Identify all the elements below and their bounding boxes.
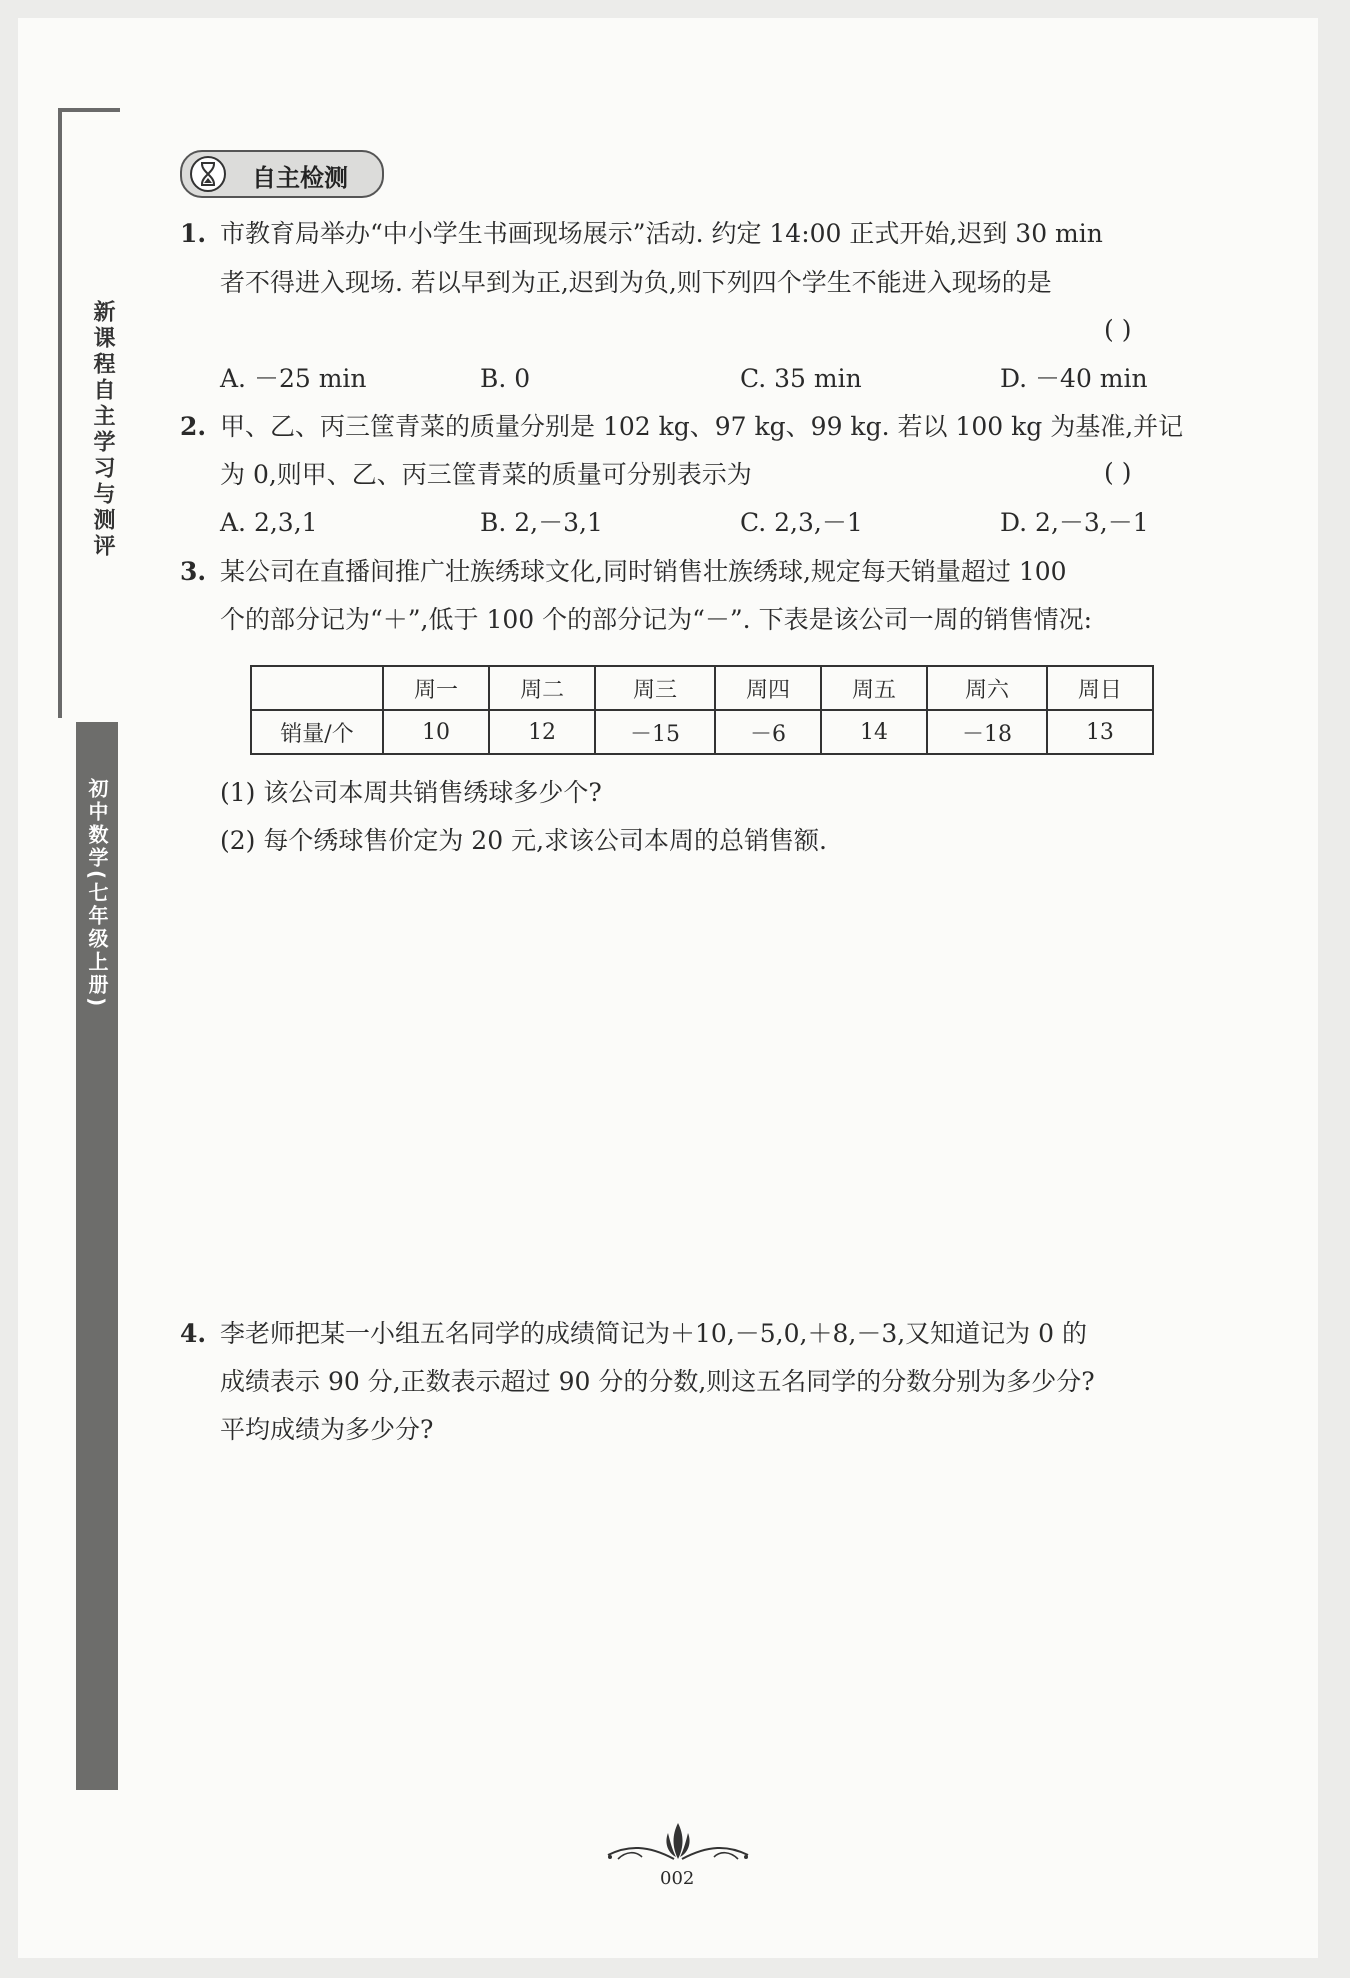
table-header-cell: 周六	[927, 666, 1047, 710]
q2-number: 2.	[180, 412, 207, 441]
table-cell: 13	[1047, 710, 1153, 754]
table-cell: 14	[821, 710, 927, 754]
table-header-cell	[251, 666, 383, 710]
section-label: 自主检测	[252, 164, 348, 192]
q1-line2: 者不得进入现场. 若以早到为正,迟到为负,则下列四个学生不能进入现场的是	[220, 268, 1052, 297]
q1-number: 1.	[180, 219, 207, 248]
q1-option-d: D. －40 min	[1000, 364, 1148, 393]
q2-option-a: A. 2,3,1	[220, 508, 318, 537]
table-header-cell: 周一	[383, 666, 489, 710]
table-cell: 10	[383, 710, 489, 754]
sales-table	[250, 665, 1154, 755]
q3-line2: 个的部分记为“＋”,低于 100 个的部分记为“－”. 下表是该公司一周的销售情况:	[220, 605, 1092, 634]
table-header-cell: 周五	[821, 666, 927, 710]
q1-option-b: B. 0	[480, 364, 531, 393]
table-header-row	[251, 666, 1153, 710]
flourish-ornament-icon	[598, 1815, 758, 1865]
q4-line2: 成绩表示 90 分,正数表示超过 90 分的分数,则这五名同学的分数分别为多少分?	[220, 1367, 1095, 1396]
table-header-cell: 周日	[1047, 666, 1153, 710]
q1-line1: 市教育局举办“中小学生书画现场展示”活动. 约定 14:00 正式开始,迟到 30 min	[220, 219, 1103, 248]
q2-line2: 为 0,则甲、乙、丙三筐青菜的质量可分别表示为	[220, 460, 752, 489]
q4-number: 4.	[180, 1319, 207, 1348]
table-cell: －6	[715, 710, 821, 754]
q2-option-d: D. 2,－3,－1	[1000, 508, 1149, 537]
q3-line1: 某公司在直播间推广壮族绣球文化,同时销售壮族绣球,规定每天销量超过 100	[220, 557, 1067, 586]
q3-sub1: (1) 该公司本周共销售绣球多少个?	[220, 778, 602, 807]
sidebar-cap	[58, 108, 120, 112]
table-cell: －15	[595, 710, 715, 754]
table-header-cell: 周三	[595, 666, 715, 710]
hourglass-icon	[190, 156, 226, 192]
page-number: 002	[660, 1868, 695, 1889]
q3-sub2: (2) 每个绣球售价定为 20 元,求该公司本周的总销售额.	[220, 826, 827, 855]
q2-answer-paren: ( )	[1104, 458, 1132, 487]
table-cell: 12	[489, 710, 595, 754]
subject-title: 初中数学(七年级上册)	[85, 778, 109, 1010]
section-header	[180, 150, 384, 198]
q2-option-c: C. 2,3,－1	[740, 508, 863, 537]
page	[18, 18, 1318, 1958]
q2-option-b: B. 2,－3,1	[480, 508, 603, 537]
table-cell: －18	[927, 710, 1047, 754]
q3-number: 3.	[180, 557, 207, 586]
q2-line1: 甲、乙、丙三筐青菜的质量分别是 102 kg、97 kg、99 kg. 若以 100 kg 为基准,并记	[220, 412, 1184, 441]
q1-option-c: C. 35 min	[740, 364, 862, 393]
q4-line3: 平均成绩为多少分?	[220, 1415, 434, 1444]
table-header-cell: 周二	[489, 666, 595, 710]
q1-option-a: A. －25 min	[220, 364, 367, 393]
q1-answer-paren: ( )	[1104, 315, 1132, 344]
q4-line1: 李老师把某一小组五名同学的成绩简记为＋10,－5,0,＋8,－3,又知道记为 0 的	[220, 1319, 1087, 1348]
table-header-cell: 周四	[715, 666, 821, 710]
series-title: 新课程自主学习与测评	[90, 300, 115, 560]
table-row	[251, 710, 1153, 754]
table-cell: 销量/个	[251, 710, 383, 754]
